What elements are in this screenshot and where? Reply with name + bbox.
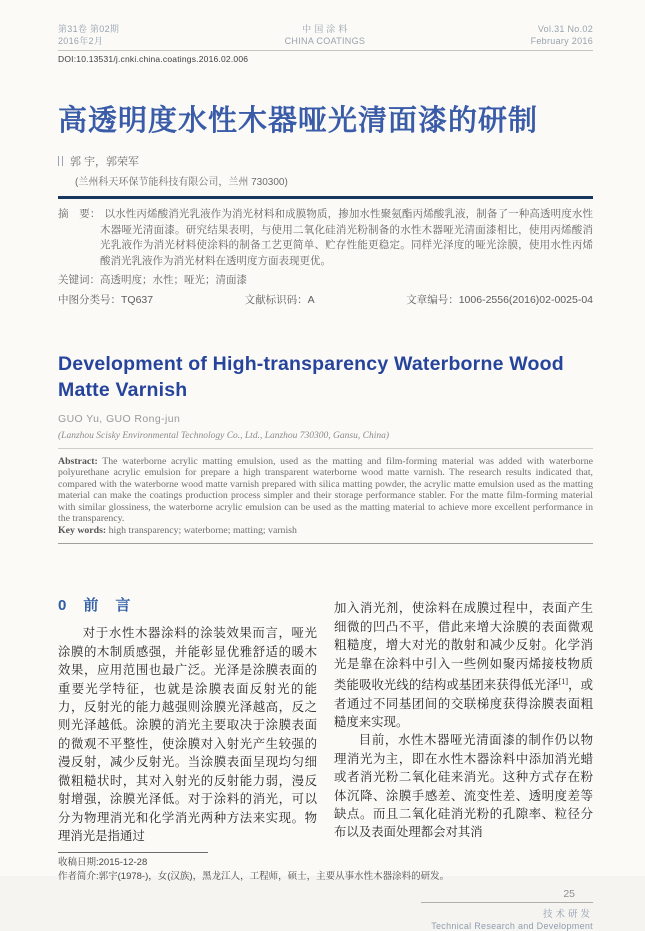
author-bio: 作者简介:郭宇(1978-)，女(汉族)，黑龙江人，工程师，硕士，主要从事水性木器涂料的研发。 [58, 870, 450, 882]
keywords-label-en: Key words: [58, 525, 107, 537]
header-divider [58, 50, 593, 51]
doi-line: DOI:10.13531/j.cnki.china.coatings.2016.02.006 [58, 54, 249, 64]
header-volume-line1: 第31卷 第02期 [58, 24, 120, 34]
document-code: 文献标识码：A [244, 294, 315, 306]
abstract-cn [58, 207, 593, 269]
body-column-right [334, 594, 593, 845]
article-id: 文章编号：1006-2556(2016)02-0025-04 [406, 294, 593, 306]
page-number: 25 [563, 888, 575, 901]
affiliation-en: (Lanzhou Scisky Environmental Technology Co., Ltd., Lanzhou 730300, Gansu, China) [58, 431, 593, 449]
body-paragraph-right-2: 目前，水性木器哑光清面漆的制作仍以物理消光为主，即在水性木器涂料中添加消光蜡或者消光粉二氧化硅来消光。这种方式存在粉体沉降、涂膜手感差、流变性差、透明度差等缺点。而且二氧化硅消光粉的孔隙率、粒径分布以及表面处理都会对其消 [334, 733, 593, 840]
section-heading: 0 前 言 [58, 597, 132, 615]
header-volume-line2: 2016年2月 [58, 35, 104, 46]
author-marker-icon [58, 156, 63, 166]
footer-divider [421, 902, 593, 903]
header-volume-cn [58, 24, 119, 47]
journal-name-cn: 中 国 涂 料 [302, 24, 348, 34]
body-columns [58, 594, 593, 845]
body-column-left [58, 594, 317, 845]
keywords-en [58, 525, 593, 544]
footnote-divider [58, 852, 208, 853]
header-volume-en [531, 24, 593, 47]
abstract-label-cn: 摘 要： [58, 208, 101, 220]
authors-row-cn [58, 153, 593, 169]
classification-row [58, 292, 593, 307]
keywords-label-cn: 关键词： [58, 274, 100, 286]
affiliation-cn: (兰州科天环保节能科技有限公司，兰州 730300) [75, 177, 288, 188]
citation-ref: [1] [558, 677, 569, 687]
page-footer [58, 888, 593, 931]
keywords-text-cn: 高透明度；水性；哑光；清面漆 [100, 274, 247, 286]
header-vol-en-line1: Vol.31 No.02 [537, 24, 593, 34]
journal-header [58, 24, 593, 47]
article-title-cn: 高透明度水性木器哑光清面漆的研制 [58, 105, 539, 137]
title-underline-rule [58, 196, 593, 199]
keywords-text-en: high transparency; waterborne; matting; varnish [106, 525, 297, 537]
received-date: 收稿日期:2015-12-28 [58, 857, 148, 869]
header-vol-en-line2: February 2016 [530, 35, 593, 46]
abstract-text-en: The waterborne acrylic matting emulsion, used as the matting and film-forming material was added with waterborne polyurethane acrylic emulsion for prepare a high transparent waterborne wood matte varnish. The research results indicated that, compared with the waterborne wood matte varnish prepared with silica matting powder, the acrylic matte emulsion used as the matting material can make the coatings production process simpler and their storage performance stabler. For the matte film-forming material with similar glossiness, the waterborne acrylic emulsion can be used as the matting material to achieve more excellent performance in the transparency. [58, 456, 593, 525]
journal-name-en: CHINA COATINGS [284, 35, 366, 46]
paragraph-text: ，或者通过不同基团间的交联梯度获得涂膜表面粗糙度来实现。 [334, 678, 594, 729]
authors-cn: 郭 宇，郭荣军 [70, 156, 140, 168]
footnote-block [58, 852, 593, 883]
authors-en: GUO Yu, GUO Rong-jun [58, 413, 181, 425]
body-paragraph-right-1 [334, 599, 593, 731]
header-journal-name [285, 24, 366, 47]
article-title-en: Development of High-transparency Waterborne Wood Matte Varnish [58, 353, 564, 401]
column-name-cn: 技术研发 [542, 909, 593, 921]
keywords-cn [58, 272, 593, 287]
body-paragraph-left: 对于水性木器涂料的涂装效果而言，哑光涂膜的木制质感强，并能彰显优雅舒适的暖木效果，应用范围也最广泛。光泽是涂膜表面的重要光学特征，也就是涂膜表面反射光的能力，反射光的能力越强则涂膜光泽越高，反之则光泽越低。涂膜的消光主要取决于涂膜表面的微观不平整性，使涂膜对入射光产生较强的漫反射，减少反射光。当涂膜表面呈现均匀细微粗糙状时，其对入射光的反射能力弱，漫反射增强，涂膜光泽低。对于涂料的消光，可以分为物理消光和化学消光两种方法来实现。物理消光是指通过 [58, 626, 317, 843]
column-name-en: Technical Research and Development [431, 921, 593, 931]
abstract-en [58, 456, 593, 524]
paragraph-text: 加入消光剂，使涂料在成膜过程中，表面产生细微的凹凸不平，借此来增大涂膜的表面微观粗糙度，增大对光的散射和减少反射。化学消光是靠在涂料中引入一些例如聚丙烯接枝物质类能吸收光线的结构或基团来获得低光泽 [334, 601, 593, 693]
abstract-label-en: Abstract: [58, 456, 98, 467]
abstract-text-cn: 以水性丙烯酸消光乳液作为消光材料和成膜物质，掺加水性聚氨酯丙烯酸乳液，制备了一种高透明度水性木器哑光清面漆。研究结果表明，与使用二氧化硅消光粉制备的水性木器哑光清面漆相比，使用丙烯酸消光乳液作为消光材料使涂料的制备工艺更简单、贮存性能更稳定。同样光泽度的哑光涂膜，使用水性丙烯酸消光乳液作为消光材料在透明度方面表现更优。 [100, 208, 594, 267]
clc-number: 中图分类号：TQ637 [58, 294, 154, 306]
